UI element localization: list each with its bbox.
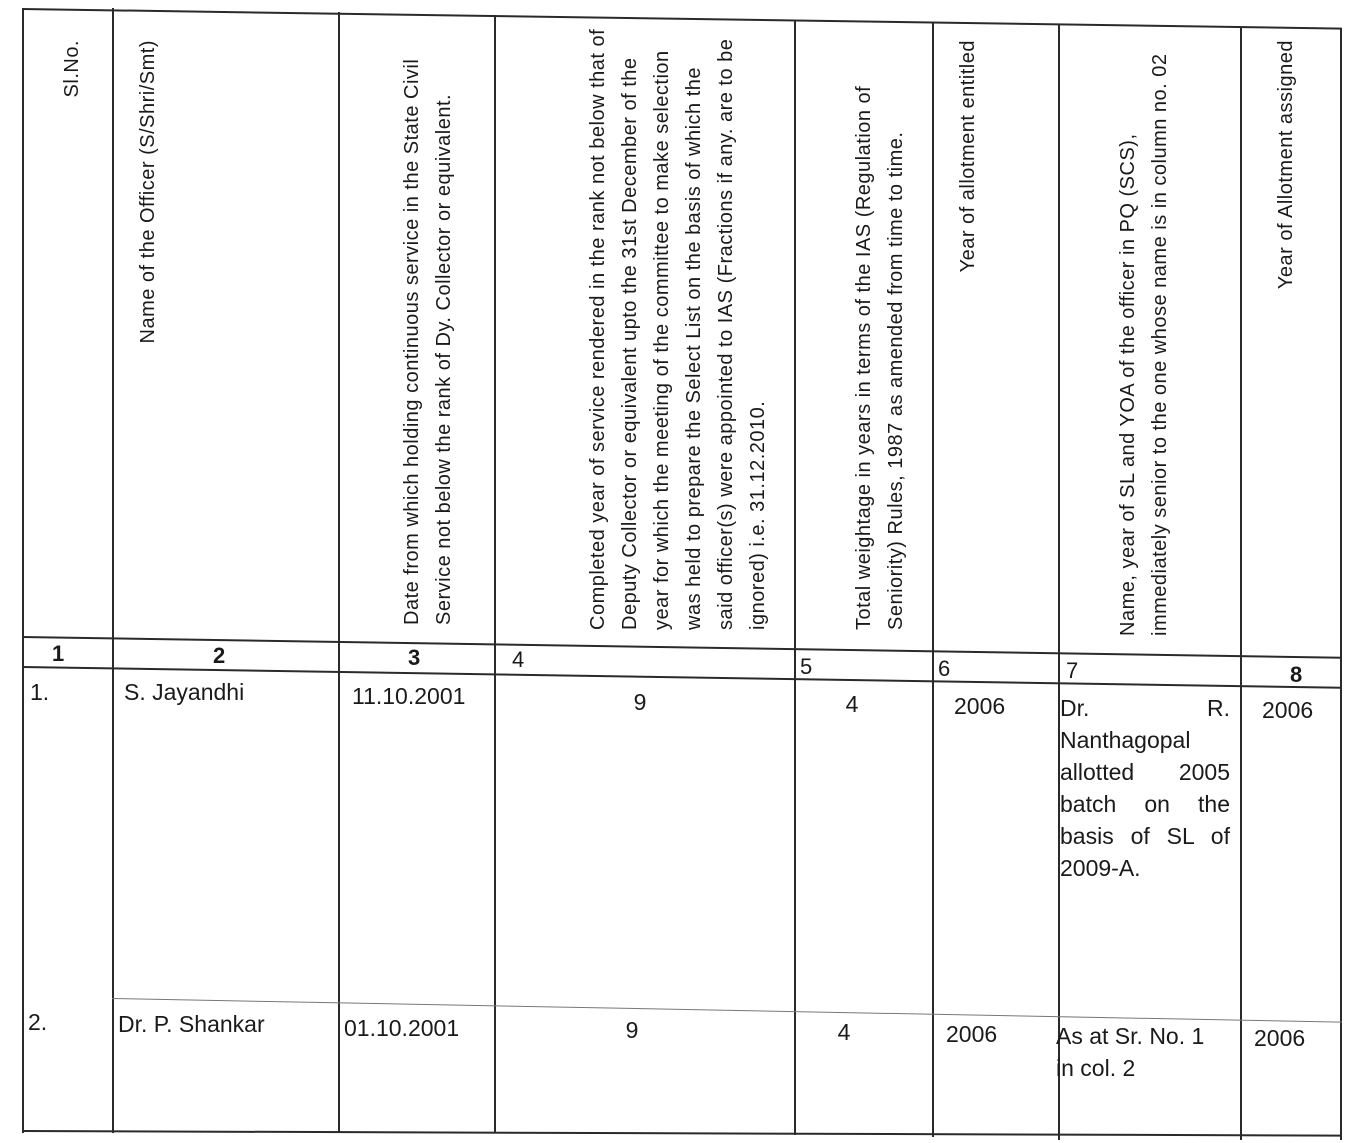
column-number: 2 xyxy=(213,643,226,668)
completed-years-cell: 9 xyxy=(625,1017,639,1043)
service-date-cell: 01.10.2001 xyxy=(344,1015,460,1041)
column-number: 8 xyxy=(1290,662,1303,687)
header-total-weightage xyxy=(802,30,912,630)
header-text: Completed year of service rendered in the rank not below that of Deputy Collector or equivalent upto the 31st December of the year for which the meeting of the committee to make selection was held to prepare the Select List on the basis of which the said officer(s) were appointed to IAS (Fractions if any. are to be ignored) i.e. 31.12.2010. xyxy=(587,28,769,630)
header-text: Date from which holding continuous service in the State Civil Service not below the rank of Dy. Collector or equivalent. xyxy=(401,58,455,625)
officer-name-cell: S. Jayandhi xyxy=(124,679,245,705)
header-senior-officer xyxy=(1066,40,1176,636)
grid-line xyxy=(112,8,114,1133)
senior-officer-cell: As at Sr. No. 1 in col. 2 xyxy=(1056,1023,1205,1081)
header-yoa-assigned xyxy=(1258,40,1302,638)
grid-line xyxy=(22,8,24,1133)
grid-line xyxy=(338,12,340,1132)
header-text: Sl.No. xyxy=(61,40,83,98)
column-number: 5 xyxy=(800,654,813,679)
officer-name-cell: Dr. P. Shankar xyxy=(118,1011,265,1037)
sl-no-cell: 1. xyxy=(30,679,50,705)
column-number: 3 xyxy=(408,645,421,670)
header-text: Name of the Officer (S/Shri/Smt) xyxy=(137,40,159,344)
grid-line xyxy=(1058,25,1060,1140)
grid-line xyxy=(112,998,1342,1023)
service-date-cell: 11.10.2001 xyxy=(352,683,466,709)
yoa-entitled-cell: 2006 xyxy=(946,1021,998,1047)
header-completed-years xyxy=(512,25,774,630)
sl-no-cell: 2. xyxy=(28,1009,48,1035)
grid-line xyxy=(932,22,934,1137)
column-number: 4 xyxy=(512,647,525,672)
header-text: Year of allotment entitled xyxy=(957,40,979,273)
header-text: Total weightage in years in terms of the IAS (Regulation of Seniority) Rules, 1987 as amended from time to time. xyxy=(853,85,907,630)
completed-years-cell: 9 xyxy=(633,689,647,715)
header-text: Name, year of SL and YOA of the officer in PQ (SCS), immediately senior to the one whose name is in column no. 02 xyxy=(1117,53,1171,636)
column-number: 1 xyxy=(52,641,65,666)
yoa-assigned-cell: 2006 xyxy=(1262,697,1314,723)
senior-officer-cell: Dr. R. Nanthagopal allotted 2005 batch on the basis of SL of 2009-A. xyxy=(1060,695,1230,881)
weightage-cell: 4 xyxy=(837,1019,851,1045)
header-officer-name xyxy=(124,40,164,622)
grid-line xyxy=(1340,28,1342,1140)
weightage-cell: 4 xyxy=(845,691,859,717)
column-number: 6 xyxy=(938,656,951,681)
yoa-entitled-cell: 2006 xyxy=(954,693,1006,719)
grid-line xyxy=(794,20,796,1135)
grid-line xyxy=(494,15,496,1133)
header-text: Year of Allotment assigned xyxy=(1275,40,1297,290)
grid-line xyxy=(22,1130,1342,1137)
header-service-date xyxy=(350,20,460,625)
yoa-assigned-cell: 2006 xyxy=(1254,1025,1306,1051)
column-number: 7 xyxy=(1066,658,1079,683)
header-yoa-entitled xyxy=(940,40,984,632)
grid-line xyxy=(1240,28,1242,1140)
header-sl-no xyxy=(38,40,88,625)
